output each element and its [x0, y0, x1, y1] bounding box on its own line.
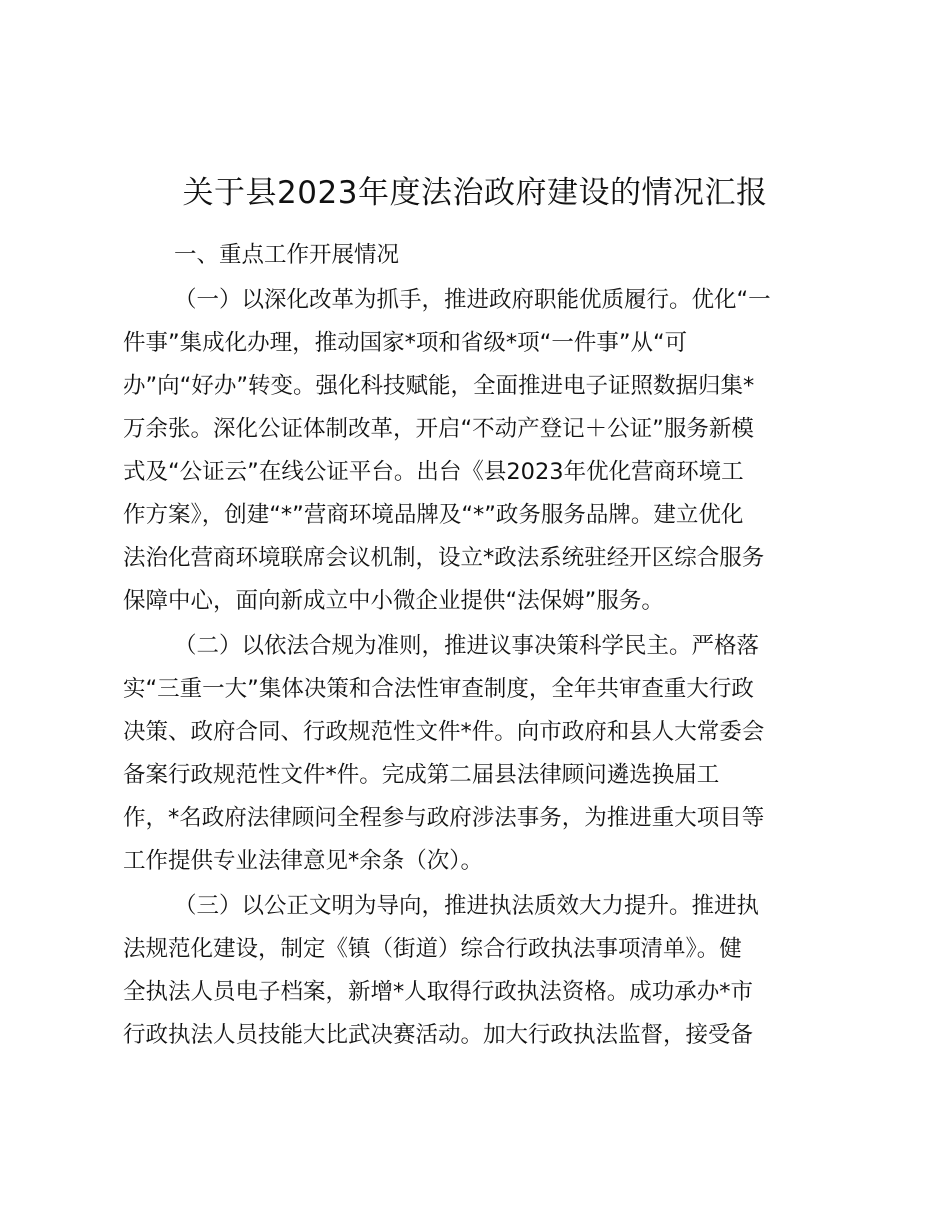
document-title: 关于县2023年度法治政府建设的情况汇报: [182, 175, 768, 211]
section-heading: 一、重点工作开展情况: [174, 242, 400, 268]
paragraph-line: 决策、政府合同、行政规范性文件*件。向市政府和县人大常委会: [123, 719, 765, 745]
paragraph-line: （二）以依法合规为准则，推进议事决策科学民主。严格落: [174, 633, 760, 659]
paragraph-line: 万余张。深化公证体制改革，开启“不动产登记＋公证”服务新模: [123, 416, 754, 442]
paragraph-line: 式及“公证云”在线公证平台。出台《县2023年优化营商环境工: [123, 459, 744, 485]
paragraph-line: 全执法人员电子档案，新增*人取得行政执法资格。成功承办*市: [123, 979, 754, 1005]
paragraph-line: 作，*名政府法律顾问全程参与政府涉法事务，为推进重大项目等: [123, 805, 765, 831]
paragraph-line: 行政执法人员技能大比武决赛活动。加大行政执法监督，接受备: [123, 1022, 754, 1048]
paragraph-line: 办”向“好办”转变。强化科技赋能，全面推进电子证照数据归集*: [123, 373, 755, 399]
paragraph-line: 实“三重一大”集体决策和合法性审查制度，全年共审查重大行政: [123, 676, 754, 702]
paragraph-line: 备案行政规范性文件*件。完成第二届县法律顾问遴选换届工: [123, 762, 720, 788]
paragraph-line: （一）以深化改革为抓手，推进政府职能优质履行。优化“一: [174, 287, 771, 313]
paragraph-line: （三）以公正文明为导向，推进执法质效大力提升。推进执: [174, 893, 760, 919]
paragraph-line: 保障中心，面向新成立中小微企业提供“法保姆”服务。: [123, 588, 664, 614]
paragraph-line: 工作提供专业法律意见*余条（次）。: [123, 848, 484, 874]
paragraph-line: 法治化营商环境联席会议机制，设立*政法系统驻经开区综合服务: [123, 545, 765, 571]
paragraph-line: 法规范化建设，制定《镇（街道）综合行政执法事项清单》。健: [123, 936, 742, 962]
paragraph-line: 作方案》，创建“*”营商环境品牌及“*”政务服务品牌。建立优化: [123, 502, 744, 528]
paragraph-line: 件事”集成化办理，推动国家*项和省级*项“一件事”从“可: [123, 330, 688, 356]
